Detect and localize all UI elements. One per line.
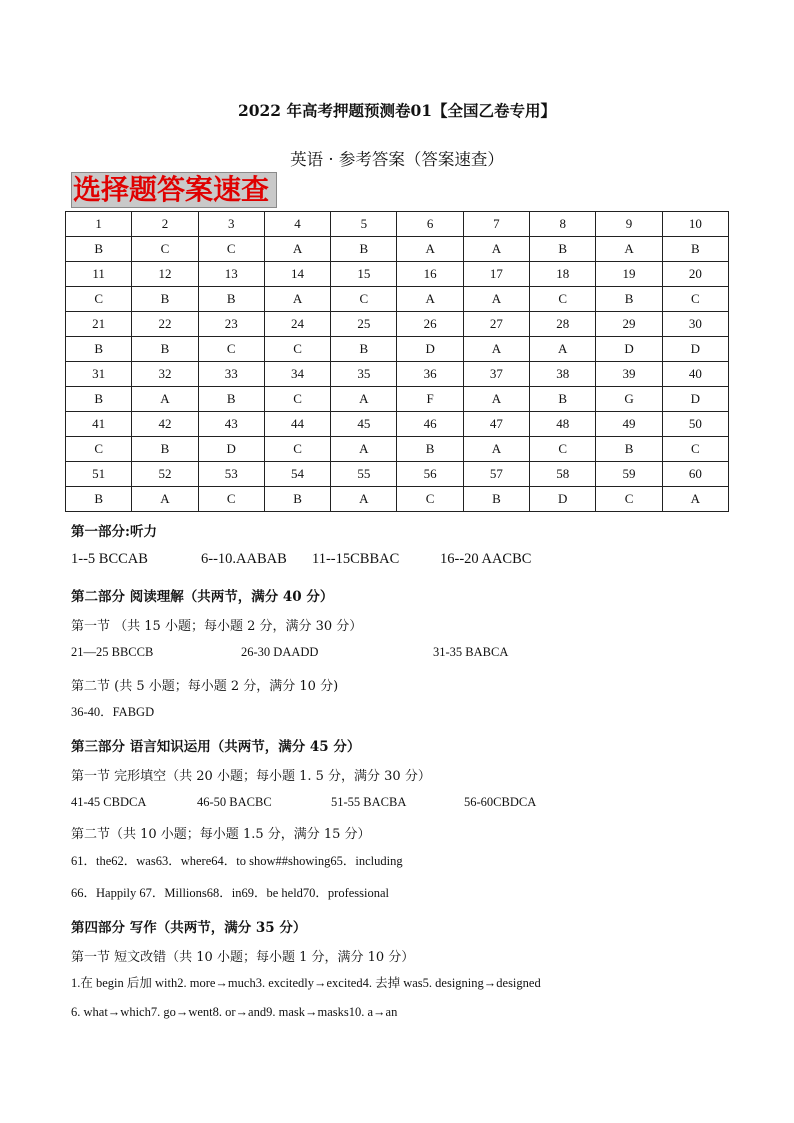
question-number-row	[66, 262, 729, 287]
question-number-cell: 52	[132, 462, 198, 487]
question-number-cell: 25	[331, 312, 397, 337]
part3-section1-label: 第一节 完形填空（共 20 小题；每小题 1. 5 分，满分 30 分）	[71, 769, 431, 784]
answer-cell: A	[596, 237, 662, 262]
answer-cell: C	[66, 287, 132, 312]
answer-cell: B	[530, 237, 596, 262]
question-number-cell: 53	[198, 462, 264, 487]
question-number-row	[66, 312, 729, 337]
answer-cell: B	[66, 337, 132, 362]
answer-cell: D	[596, 337, 662, 362]
question-number-cell: 14	[264, 262, 330, 287]
answer-cell: C	[198, 337, 264, 362]
answer-cell: B	[132, 437, 198, 462]
question-number-cell: 37	[463, 362, 529, 387]
part3-answer-group: 56-60CBDCA	[464, 795, 537, 809]
question-number-cell: 33	[198, 362, 264, 387]
answer-cell: C	[596, 487, 662, 512]
question-number-cell: 55	[331, 462, 397, 487]
answer-cell: A	[331, 387, 397, 412]
question-number-cell: 18	[530, 262, 596, 287]
part3-answer-group: 41-45 CBDCA	[71, 795, 147, 809]
answer-cell: G	[596, 387, 662, 412]
part1-answer-group: 11--15CBBAC	[312, 551, 400, 567]
part3-answer-group: 46-50 BACBC	[197, 795, 272, 809]
answer-cell: B	[66, 487, 132, 512]
part3-heading: 第三部分 语言知识运用（共两节，满分 45 分）	[71, 739, 361, 755]
answer-cell: B	[530, 387, 596, 412]
answer-cell: C	[198, 237, 264, 262]
question-number-row	[66, 362, 729, 387]
question-number-cell: 47	[463, 412, 529, 437]
part1-answer-group: 1--5 BCCAB	[71, 551, 148, 567]
question-number-cell: 24	[264, 312, 330, 337]
question-number-cell: 8	[530, 212, 596, 237]
answer-cell: B	[463, 487, 529, 512]
question-number-cell: 5	[331, 212, 397, 237]
answer-cell: B	[132, 287, 198, 312]
answer-cell: A	[132, 387, 198, 412]
part1-heading: 第一部分:听力	[71, 524, 157, 540]
question-number-cell: 48	[530, 412, 596, 437]
part2-answer-group: 21—25 BBCCB	[71, 645, 154, 659]
question-number-cell: 1	[66, 212, 132, 237]
question-number-cell: 32	[132, 362, 198, 387]
question-number-cell: 46	[397, 412, 463, 437]
answer-row	[66, 387, 729, 412]
answer-cell: C	[264, 387, 330, 412]
answer-cell: C	[331, 287, 397, 312]
part2-section2-answers: 36-40．FABGD	[71, 705, 155, 719]
answer-cell: A	[397, 287, 463, 312]
answer-cell: D	[397, 337, 463, 362]
question-number-row	[66, 212, 729, 237]
answer-cell: A	[331, 487, 397, 512]
question-number-cell: 3	[198, 212, 264, 237]
answer-cell: C	[397, 487, 463, 512]
answer-cell: B	[264, 487, 330, 512]
question-number-cell: 17	[463, 262, 529, 287]
question-number-cell: 45	[331, 412, 397, 437]
question-number-cell: 7	[463, 212, 529, 237]
page-title: 2022 年高考押题预测卷01【全国乙卷专用】	[237, 101, 557, 120]
question-number-cell: 30	[662, 312, 728, 337]
question-number-cell: 42	[132, 412, 198, 437]
question-number-cell: 40	[662, 362, 728, 387]
question-number-cell: 11	[66, 262, 132, 287]
page-subtitle: 英语 · 参考答案（答案速查）	[290, 150, 504, 169]
answer-cell: B	[596, 437, 662, 462]
question-number-cell: 35	[331, 362, 397, 387]
question-number-cell: 43	[198, 412, 264, 437]
answer-cell: B	[662, 237, 728, 262]
answer-cell: A	[463, 237, 529, 262]
part2-section1-label: 第一节 （共 15 小题；每小题 2 分，满分 30 分）	[71, 619, 363, 634]
question-number-cell: 2	[132, 212, 198, 237]
answer-stamp-label: 选择题答案速查	[71, 172, 277, 208]
question-number-cell: 6	[397, 212, 463, 237]
question-number-cell: 58	[530, 462, 596, 487]
answer-cell: B	[198, 387, 264, 412]
question-number-cell: 16	[397, 262, 463, 287]
question-number-cell: 49	[596, 412, 662, 437]
question-number-cell: 20	[662, 262, 728, 287]
question-number-cell: 9	[596, 212, 662, 237]
question-number-cell: 54	[264, 462, 330, 487]
answer-cell: B	[66, 387, 132, 412]
answer-cell: A	[463, 387, 529, 412]
question-number-cell: 41	[66, 412, 132, 437]
answer-row	[66, 487, 729, 512]
question-number-row	[66, 412, 729, 437]
question-number-cell: 51	[66, 462, 132, 487]
part1-answer-group: 6--10.AABAB	[201, 551, 287, 567]
part2-section2-label: 第二节 (共 5 小题；每小题 2 分，满分 10 分)	[71, 679, 339, 694]
part4-corrections-line1: 1.在 begin 后加 with2. more→much3. excitedly→excited4. 去掉 was5. designing→designed	[71, 976, 541, 990]
answer-row	[66, 337, 729, 362]
part4-corrections-line2: 6. what→which7. go→went8. or→and9. mask→masks10. a→an	[71, 1005, 398, 1019]
answer-cell: C	[264, 337, 330, 362]
question-number-cell: 10	[662, 212, 728, 237]
question-number-cell: 56	[397, 462, 463, 487]
question-number-cell: 31	[66, 362, 132, 387]
question-number-cell: 22	[132, 312, 198, 337]
answer-cell: D	[662, 387, 728, 412]
answer-cell: B	[397, 437, 463, 462]
question-number-cell: 13	[198, 262, 264, 287]
answer-cell: B	[66, 237, 132, 262]
answer-cell: B	[596, 287, 662, 312]
question-number-cell: 59	[596, 462, 662, 487]
answer-cell: A	[397, 237, 463, 262]
answer-cell: B	[331, 237, 397, 262]
answer-cell: B	[198, 287, 264, 312]
answer-cell: A	[463, 437, 529, 462]
question-number-cell: 39	[596, 362, 662, 387]
answer-cell: D	[662, 337, 728, 362]
question-number-cell: 34	[264, 362, 330, 387]
part3-answer-group: 51-55 BACBA	[331, 795, 407, 809]
answer-row	[66, 437, 729, 462]
answer-cell: C	[530, 437, 596, 462]
answer-cell: C	[662, 437, 728, 462]
question-number-cell: 38	[530, 362, 596, 387]
answer-cell: C	[132, 237, 198, 262]
answer-cell: F	[397, 387, 463, 412]
part3-section2-answers-line1: 61．the62．was63．where64．to show##showing65．including	[71, 854, 403, 868]
answer-cell: A	[132, 487, 198, 512]
question-number-cell: 12	[132, 262, 198, 287]
question-number-cell: 27	[463, 312, 529, 337]
answer-cell: A	[264, 287, 330, 312]
part4-section1-label: 第一节 短文改错（共 10 小题；每小题 1 分，满分 10 分）	[71, 950, 415, 965]
part4-heading: 第四部分 写作（共两节，满分 35 分）	[71, 920, 307, 936]
answer-cell: B	[132, 337, 198, 362]
question-number-cell: 36	[397, 362, 463, 387]
question-number-cell: 21	[66, 312, 132, 337]
answer-cell: A	[264, 237, 330, 262]
answer-cell: A	[530, 337, 596, 362]
part1-answer-group: 16--20 AACBC	[440, 551, 532, 567]
question-number-cell: 29	[596, 312, 662, 337]
part2-answer-group: 31-35 BABCA	[433, 645, 509, 659]
question-number-cell: 23	[198, 312, 264, 337]
answer-row	[66, 237, 729, 262]
answer-cell: A	[463, 287, 529, 312]
answer-table-body	[66, 212, 729, 512]
part2-heading: 第二部分 阅读理解（共两节，满分 40 分）	[71, 589, 334, 605]
question-number-cell: 28	[530, 312, 596, 337]
answer-cell: C	[66, 437, 132, 462]
question-number-cell: 44	[264, 412, 330, 437]
answer-cell: C	[264, 437, 330, 462]
question-number-cell: 19	[596, 262, 662, 287]
part3-section2-answers-line2: 66．Happily 67．Millions68．in69．be held70．professional	[71, 886, 390, 900]
answer-table	[65, 211, 729, 512]
question-number-row	[66, 462, 729, 487]
answer-cell: D	[198, 437, 264, 462]
question-number-cell: 57	[463, 462, 529, 487]
answer-row	[66, 287, 729, 312]
answer-cell: C	[530, 287, 596, 312]
question-number-cell: 26	[397, 312, 463, 337]
answer-cell: A	[331, 437, 397, 462]
question-number-cell: 60	[662, 462, 728, 487]
question-number-cell: 50	[662, 412, 728, 437]
part3-section2-label: 第二节（共 10 小题；每小题 1.5 分，满分 15 分）	[71, 827, 371, 842]
answer-cell: A	[463, 337, 529, 362]
question-number-cell: 15	[331, 262, 397, 287]
answer-cell: B	[331, 337, 397, 362]
question-number-cell: 4	[264, 212, 330, 237]
answer-cell: A	[662, 487, 728, 512]
answer-cell: D	[530, 487, 596, 512]
answer-cell: C	[198, 487, 264, 512]
part2-answer-group: 26-30 DAADD	[241, 645, 319, 659]
answer-cell: C	[662, 287, 728, 312]
